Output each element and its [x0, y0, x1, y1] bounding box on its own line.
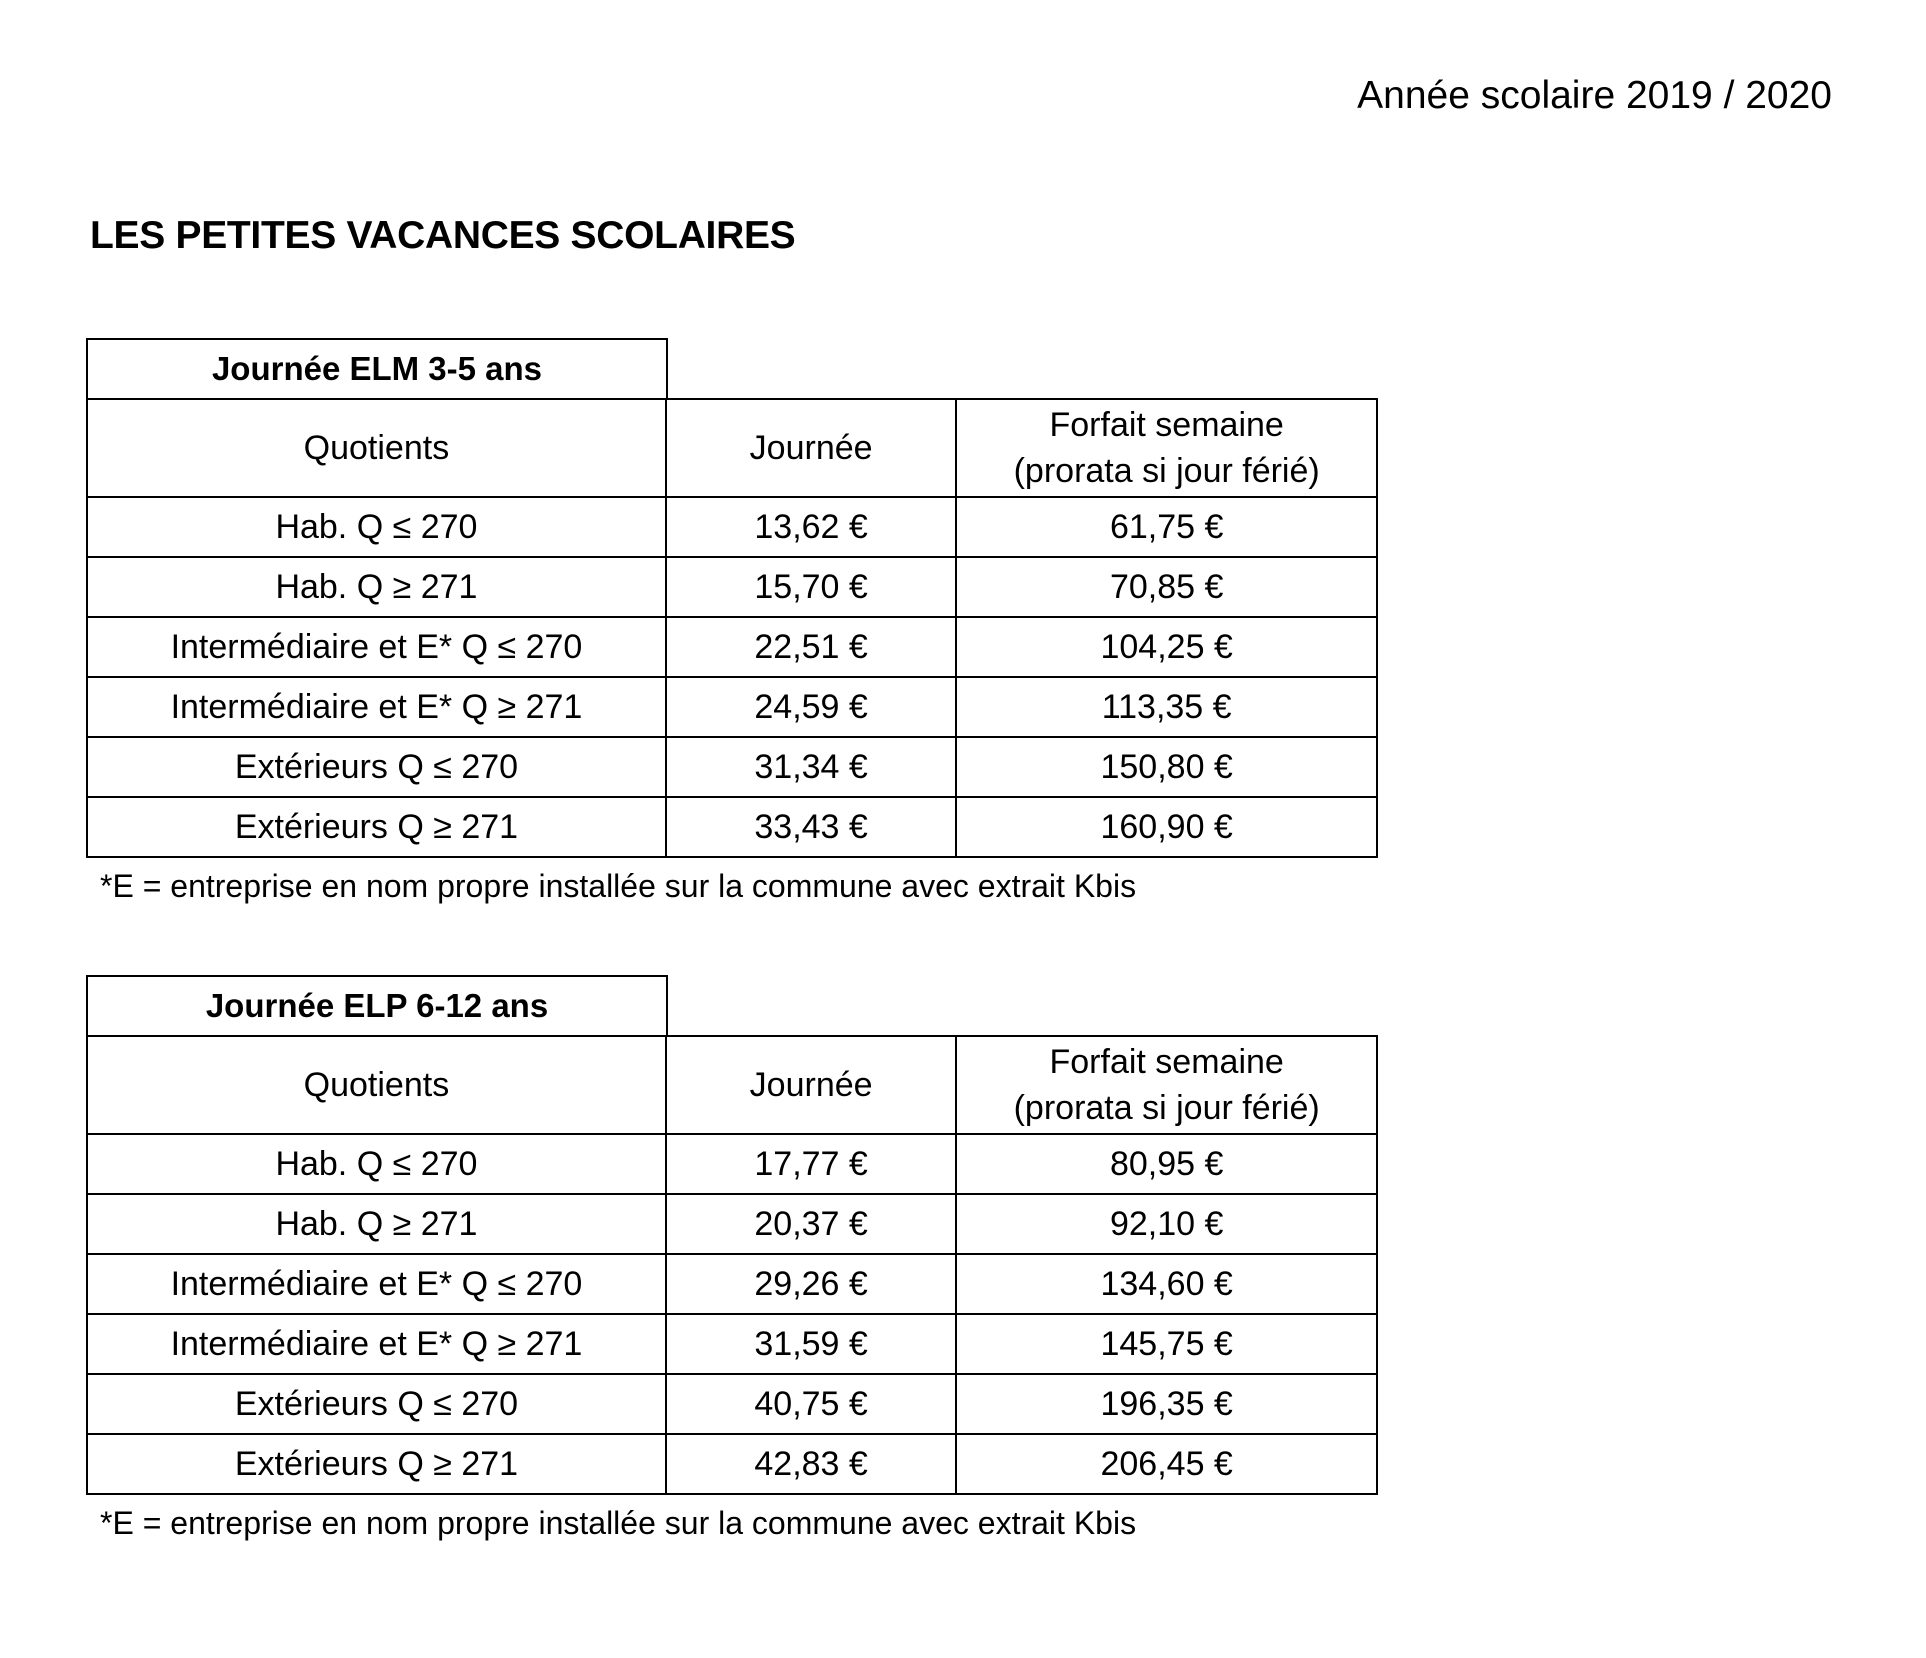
forfait-cell: 145,75 € — [956, 1314, 1377, 1374]
quotients-header: Quotients — [87, 1036, 666, 1134]
quotient-cell: Extérieurs Q ≥ 271 — [87, 1434, 666, 1494]
forfait-cell: 92,10 € — [956, 1194, 1377, 1254]
table-row — [87, 797, 1377, 857]
elm-price-section — [86, 338, 1376, 905]
journee-cell: 20,37 € — [666, 1194, 956, 1254]
table-header-row — [87, 399, 1377, 497]
forfait-header-line1: Forfait semaine — [1049, 1043, 1284, 1081]
table-row — [87, 1434, 1377, 1494]
forfait-cell: 61,75 € — [956, 497, 1377, 557]
forfait-cell: 160,90 € — [956, 797, 1377, 857]
quotient-cell: Intermédiaire et E* Q ≤ 270 — [87, 617, 666, 677]
quotient-cell: Intermédiaire et E* Q ≤ 270 — [87, 1254, 666, 1314]
forfait-header-line2: (prorata si jour férié) — [1013, 1089, 1320, 1127]
table-row — [87, 1134, 1377, 1194]
journee-cell: 13,62 € — [666, 497, 956, 557]
quotient-cell: Extérieurs Q ≥ 271 — [87, 797, 666, 857]
forfait-cell: 113,35 € — [956, 677, 1377, 737]
forfait-cell: 150,80 € — [956, 737, 1377, 797]
forfait-header — [956, 1036, 1377, 1134]
journee-cell: 31,34 € — [666, 737, 956, 797]
forfait-cell: 80,95 € — [956, 1134, 1377, 1194]
table-row — [87, 737, 1377, 797]
quotient-cell: Hab. Q ≤ 270 — [87, 1134, 666, 1194]
table-row — [87, 1194, 1377, 1254]
elp-price-section — [86, 975, 1376, 1542]
elp-table-title: Journée ELP 6-12 ans — [86, 975, 668, 1035]
quotient-cell: Intermédiaire et E* Q ≥ 271 — [87, 1314, 666, 1374]
quotient-cell: Extérieurs Q ≤ 270 — [87, 1374, 666, 1434]
journee-cell: 15,70 € — [666, 557, 956, 617]
quotients-header: Quotients — [87, 399, 666, 497]
table-row — [87, 557, 1377, 617]
journee-cell: 40,75 € — [666, 1374, 956, 1434]
school-year-label: Année scolaire 2019 / 2020 — [1357, 74, 1832, 117]
elp-price-table — [86, 1035, 1378, 1495]
elm-footnote: *E = entreprise en nom propre installée sur la commune avec extrait Kbis — [100, 868, 1137, 904]
forfait-header-line1: Forfait semaine — [1049, 406, 1284, 444]
table-row — [87, 497, 1377, 557]
journee-cell: 24,59 € — [666, 677, 956, 737]
quotient-cell: Intermédiaire et E* Q ≥ 271 — [87, 677, 666, 737]
table-row — [87, 1374, 1377, 1434]
table-row — [87, 1314, 1377, 1374]
forfait-cell: 134,60 € — [956, 1254, 1377, 1314]
quotient-cell: Extérieurs Q ≤ 270 — [87, 737, 666, 797]
elm-price-table — [86, 398, 1378, 858]
forfait-cell: 206,45 € — [956, 1434, 1377, 1494]
journee-header: Journée — [666, 399, 956, 497]
forfait-header-line2: (prorata si jour férié) — [1013, 452, 1320, 490]
journee-cell: 33,43 € — [666, 797, 956, 857]
elm-table-title: Journée ELM 3-5 ans — [86, 338, 668, 398]
quotient-cell: Hab. Q ≤ 270 — [87, 497, 666, 557]
elp-footnote: *E = entreprise en nom propre installée sur la commune avec extrait Kbis — [100, 1505, 1137, 1541]
journee-cell: 22,51 € — [666, 617, 956, 677]
journee-cell: 42,83 € — [666, 1434, 956, 1494]
table-row — [87, 617, 1377, 677]
page-title: LES PETITES VACANCES SCOLAIRES — [90, 214, 796, 257]
journee-cell: 29,26 € — [666, 1254, 956, 1314]
journee-cell: 17,77 € — [666, 1134, 956, 1194]
forfait-cell: 196,35 € — [956, 1374, 1377, 1434]
journee-header: Journée — [666, 1036, 956, 1134]
table-row — [87, 677, 1377, 737]
forfait-cell: 104,25 € — [956, 617, 1377, 677]
forfait-header — [956, 399, 1377, 497]
table-header-row — [87, 1036, 1377, 1134]
quotient-cell: Hab. Q ≥ 271 — [87, 557, 666, 617]
table-row — [87, 1254, 1377, 1314]
journee-cell: 31,59 € — [666, 1314, 956, 1374]
forfait-cell: 70,85 € — [956, 557, 1377, 617]
quotient-cell: Hab. Q ≥ 271 — [87, 1194, 666, 1254]
